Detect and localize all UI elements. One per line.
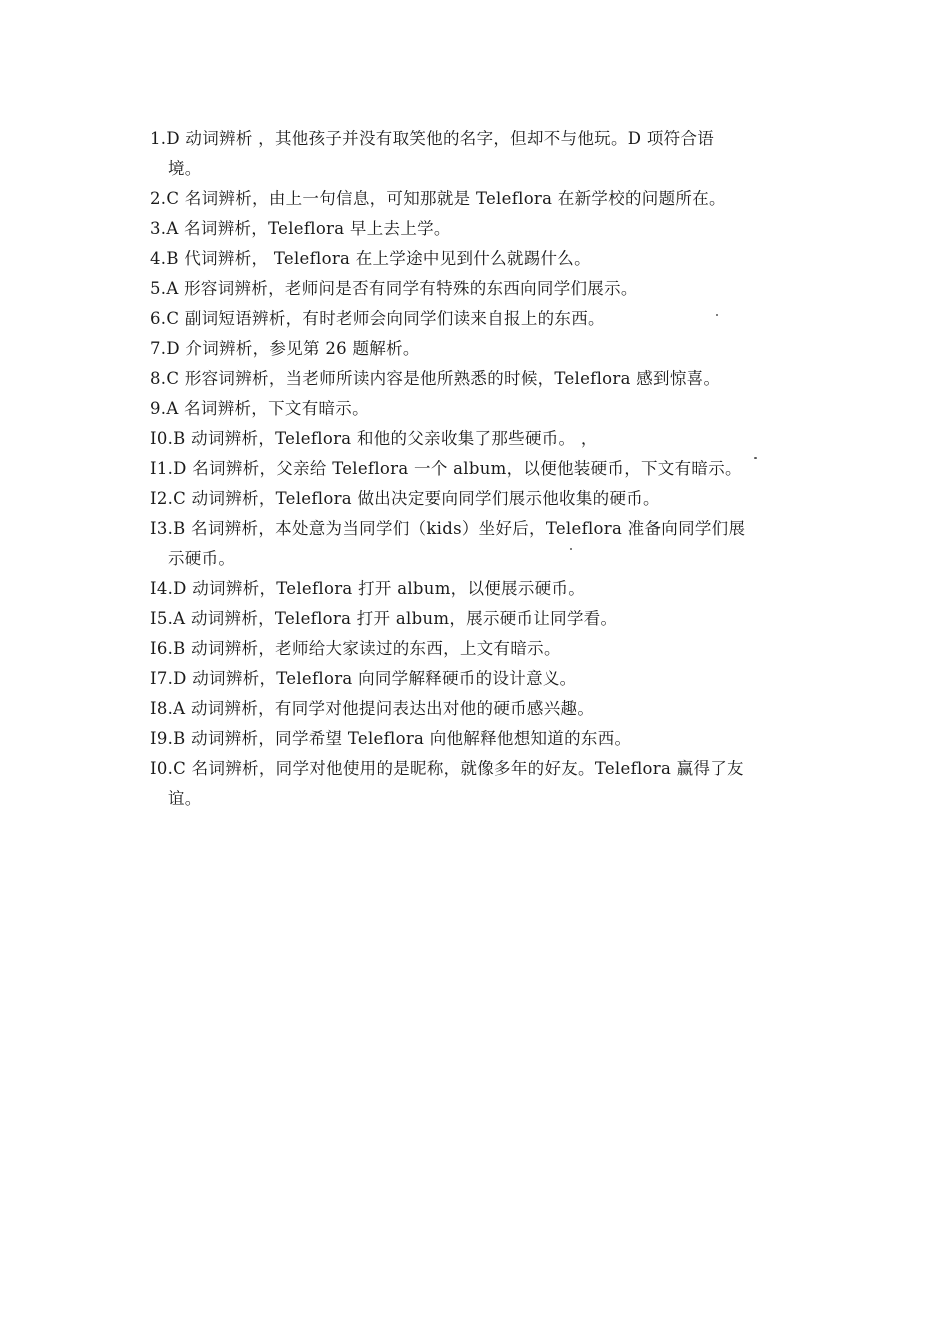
answer-number: I7.D — [150, 669, 187, 688]
answer-explanation: 动词辨析，Teleflora 向同学解释硬币的设计意义。 — [192, 669, 577, 688]
answer-explanation: 副词短语辨析，有时老师会向同学们读来自报上的东西。 — [184, 309, 605, 328]
answer-explanation: 介词辨析，参见第 26 题解析。 — [185, 339, 420, 358]
answer-explanation: 名词辨析，同学对他使用的是昵称，就像多年的好友。Teleflora 赢得了友 — [191, 759, 744, 778]
answer-explanation: 动词辨析，Teleflora 打开 album，以便展示硬币。 — [192, 579, 586, 598]
scan-speck — [716, 314, 718, 316]
answer-item — [150, 454, 770, 484]
answer-number: 4.B — [150, 249, 179, 268]
answer-item — [150, 274, 770, 304]
answer-number: I4.D — [150, 579, 187, 598]
answer-item — [150, 484, 770, 514]
answer-item — [150, 424, 770, 454]
answer-number: I6.B — [150, 639, 186, 658]
answer-number: 1.D — [150, 129, 180, 148]
answer-number: I3.B — [150, 519, 186, 538]
answer-number: 5.A — [150, 279, 179, 298]
answer-explanation: 动词辨析，老师给大家读过的东西，上文有暗示。 — [191, 639, 561, 658]
answer-item — [150, 514, 770, 574]
answer-item — [150, 664, 770, 694]
answer-item — [150, 634, 770, 664]
answer-item — [150, 244, 770, 274]
answer-explanation: 名词辨析，本处意为当同学们（kids）坐好后，Teleflora 准备向同学们展 — [191, 519, 746, 538]
answer-item — [150, 214, 770, 244]
answer-explanation: 动词辨析，Teleflora 做出决定要向同学们展示他收集的硬币。 — [191, 489, 660, 508]
answer-explanation: 名词辨析，下文有暗示。 — [184, 399, 369, 418]
answer-item — [150, 574, 770, 604]
scan-speck — [754, 457, 757, 459]
answer-number: I0.B — [150, 429, 186, 448]
answer-number: I8.A — [150, 699, 186, 718]
answer-number: I9.B — [150, 729, 186, 748]
answer-number: I5.A — [150, 609, 186, 628]
answer-explanation: 名词辨析，Teleflora 早上去上学。 — [184, 219, 451, 238]
answer-explanation-continued: 示硬币。 — [168, 549, 236, 568]
answer-item — [150, 754, 770, 814]
answer-explanations — [150, 124, 770, 814]
answer-item — [150, 394, 770, 424]
answer-explanation: 代词辨析， Teleflora 在上学途中见到什么就踢什么。 — [184, 249, 591, 268]
answer-item — [150, 184, 770, 214]
scan-speck — [570, 548, 572, 550]
answer-explanation: 动词辨析，Teleflora 打开 album，展示硬币让同学看。 — [190, 609, 618, 628]
answer-number: 3.A — [150, 219, 179, 238]
answer-item — [150, 334, 770, 364]
answer-number: 6.C — [150, 309, 180, 328]
answer-explanation: 名词辨析，父亲给 Teleflora 一个 album，以便他装硬币，下文有暗示。 — [192, 459, 742, 478]
answer-item — [150, 604, 770, 634]
answer-explanation: 动词辨析，同学希望 Teleflora 向他解释他想知道的东西。 — [191, 729, 632, 748]
answer-item — [150, 364, 770, 394]
answer-explanation-continued: 境。 — [168, 159, 202, 178]
answer-number: I1.D — [150, 459, 187, 478]
answer-explanation-continued: 谊。 — [168, 789, 202, 808]
answer-number: I2.C — [150, 489, 187, 508]
answer-number: 8.C — [150, 369, 180, 388]
answer-item — [150, 124, 770, 184]
answer-explanation: 形容词辨析，老师问是否有同学有特殊的东西向同学们展示。 — [184, 279, 638, 298]
answer-explanation: 名词辨析，由上一句信息，可知那就是 Teleflora 在新学校的问题所在。 — [184, 189, 726, 208]
answer-item — [150, 724, 770, 754]
answer-number: 9.A — [150, 399, 179, 418]
answer-number: I0.C — [150, 759, 187, 778]
answer-number: 2.C — [150, 189, 180, 208]
answer-item — [150, 304, 770, 334]
answer-explanation: 动词辨析 ，其他孩子并没有取笑他的名字，但却不与他玩。D 项符合语 — [185, 129, 715, 148]
answer-explanation: 动词辨析，有同学对他提问表达出对他的硬币感兴趣。 — [190, 699, 595, 718]
answer-explanation: 动词辨析，Teleflora 和他的父亲收集了那些硬币。 ， — [191, 429, 598, 448]
answer-item — [150, 694, 770, 724]
answer-explanation: 形容词辨析，当老师所读内容是他所熟悉的时候，Teleflora 感到惊喜。 — [184, 369, 721, 388]
answer-number: 7.D — [150, 339, 180, 358]
